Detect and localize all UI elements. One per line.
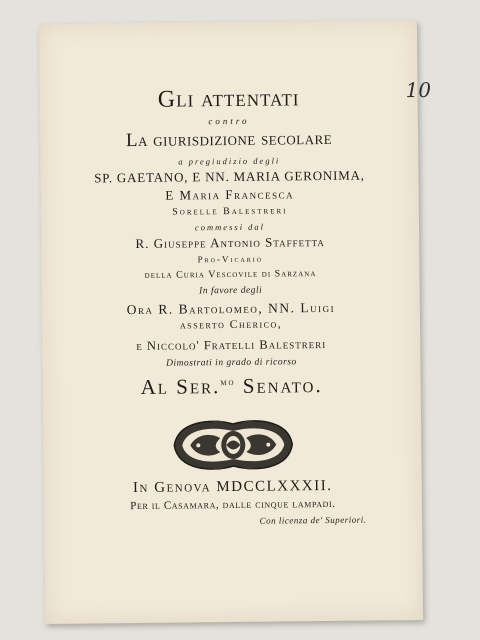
sorelle-line: Sorelle Balestreri bbox=[172, 205, 288, 218]
persons-line-2: E Maria Francesca bbox=[165, 186, 295, 203]
subject-line: La giurisdizione secolare bbox=[125, 127, 333, 152]
document-page bbox=[39, 20, 432, 624]
title: Gli attentati bbox=[157, 85, 300, 113]
imprint-printer: Per il Casamara, dalle cinque lampadi. bbox=[130, 497, 336, 513]
imprint-place: In Genova MDCCLXXXII. bbox=[132, 477, 333, 497]
dimostrati-line: Dimostrati in grado di ricorso bbox=[166, 357, 297, 369]
senato-suffix: Senato. bbox=[235, 373, 323, 398]
role-line: Pro-Vicario bbox=[197, 253, 264, 265]
curia-line: della Curia Vescovile di Sarzana bbox=[144, 268, 317, 281]
contro-line: contro bbox=[208, 115, 250, 127]
senato-line bbox=[43, 372, 421, 401]
author-line: R. Giuseppe Antonio Staffetta bbox=[135, 234, 325, 251]
ornamental-vignette bbox=[168, 413, 299, 476]
imprint-license: Con licenza de' Superiori. bbox=[259, 514, 367, 526]
beneficiaries-line-2: asserto Cherico, bbox=[179, 318, 283, 332]
senato-superscript: mo bbox=[220, 376, 236, 389]
commessi-line: commessi dal bbox=[194, 221, 266, 233]
in-favore-line: In favore degli bbox=[199, 285, 263, 297]
handwritten-note: 10 bbox=[405, 77, 432, 103]
beneficiaries-line-3: e Niccolo' Fratelli Balestreri bbox=[136, 337, 327, 353]
beneficiaries-line-1: Ora R. Bartolomeo, NN. Luigi bbox=[126, 299, 336, 318]
pregiudizio-line: a pregiudizio degli bbox=[178, 155, 281, 167]
senato-prefix: Al Ser. bbox=[140, 374, 221, 399]
persons-line-1: SP. GAETANO, E NN. MARIA GERONIMA, bbox=[94, 167, 365, 186]
